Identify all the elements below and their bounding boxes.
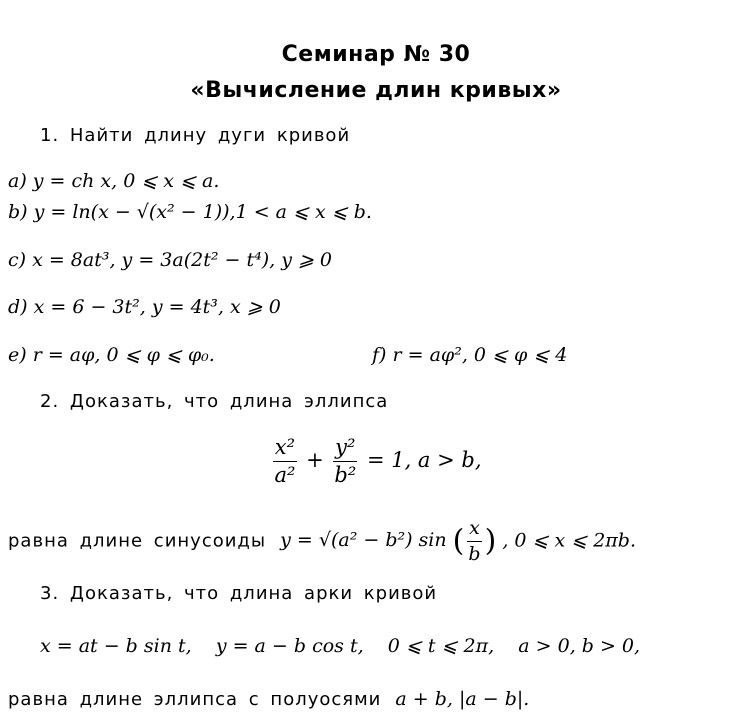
sinusoid-formula-suffix: , 0 ⩽ x ⩽ 2πb. — [502, 529, 636, 552]
problem-3-tail — [8, 690, 529, 709]
problem-1-item-c: c) x = 8at³, y = 3a(2t² − t⁴), y ⩾ 0 — [8, 249, 333, 271]
problem-3-heading: 3. Доказать, что длина арки кривой — [40, 583, 438, 604]
open-paren: ( — [452, 523, 465, 559]
problem-1-heading: 1. Найти длину дуги кривой — [40, 125, 351, 146]
problem-1-item-b: b) y = ln(x − √(x² − 1)),1 < a ⩽ x ⩽ b. — [8, 201, 372, 223]
sinusoid-formula-prefix: y = √(a² − b²) sin — [280, 529, 447, 552]
problem-1-item-e: e) r = aφ, 0 ⩽ φ ⩽ φ₀. — [8, 344, 215, 366]
problem-3-tail-text: равна длине эллипса с полуосями — [8, 689, 382, 710]
problem-3-equation: x = at − b sin t, y = a − b cos t, 0 ⩽ t ⩽ 2π, a > 0, b > 0, — [40, 635, 641, 657]
problem-2-tail — [8, 518, 636, 565]
plus-sign: + — [306, 448, 324, 473]
fraction-x-over-a — [272, 436, 297, 487]
fraction-numerator: y² — [333, 436, 357, 462]
seminar-subtitle: «Вычисление длин кривых» — [190, 78, 562, 103]
fraction-x-over-b — [466, 518, 482, 565]
fraction-y-over-b — [332, 436, 358, 487]
close-paren: ) — [484, 523, 497, 559]
problem-1-item-d: d) x = 6 − 3t², y = 4t³, x ⩾ 0 — [8, 296, 281, 318]
fraction-numerator: x — [467, 518, 482, 542]
fraction-numerator: x² — [273, 436, 297, 462]
problem-1-item-a: a) y = ch x, 0 ⩽ x ⩽ a. — [8, 170, 220, 192]
problem-1-item-f: f) r = aφ², 0 ⩽ φ ⩽ 4 — [372, 344, 568, 366]
semi-axes-formula: a + b, |a − b|. — [395, 688, 530, 710]
fraction-denominator: b — [468, 542, 481, 565]
equation-rest: = 1, a > b, — [366, 448, 482, 473]
seminar-title: Семинар № 30 — [281, 42, 471, 67]
fraction-denominator: a² — [274, 463, 296, 488]
problem-2-heading: 2. Доказать, что длина эллипса — [40, 391, 389, 412]
ellipse-equation — [0, 436, 752, 487]
problem-2-tail-text: равна длине синусоиды — [8, 530, 267, 552]
fraction-denominator: b² — [334, 463, 357, 488]
